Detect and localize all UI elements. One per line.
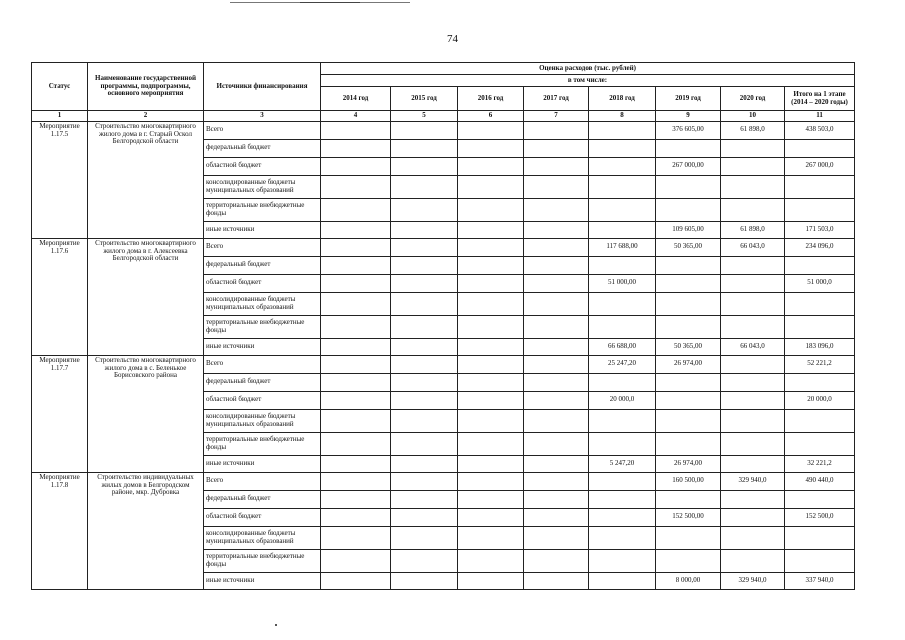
year-value-cell [589,198,656,221]
year-value-cell [589,409,656,432]
year-value-cell [589,373,656,391]
year-value-cell [391,175,458,198]
funding-source: консолидированные бюджеты муниципальных образований [204,175,321,198]
total-cell [785,175,855,198]
year-value-cell [524,355,589,373]
year-value-cell [321,198,391,221]
year-value-cell: 152 500,00 [656,508,721,526]
year-value-cell [391,221,458,238]
total-cell: 51 000,0 [785,274,855,292]
year-value-cell [321,526,391,549]
year-value-cell [524,432,589,455]
year-value-cell [656,490,721,508]
year-value-cell [458,198,524,221]
year-value-cell [458,572,524,589]
year-value-cell [391,373,458,391]
year-value-cell [721,175,785,198]
total-cell [785,139,855,157]
year-value-cell [321,121,391,139]
year-value-cell [656,315,721,338]
year-value-cell [524,549,589,572]
year-value-cell [656,409,721,432]
year-value-cell [391,409,458,432]
year-value-cell [524,292,589,315]
year-value-cell [391,391,458,409]
year-value-cell [458,508,524,526]
year-value-cell [321,292,391,315]
year-value-cell [524,157,589,175]
year-value-cell: 66 043,0 [721,238,785,256]
year-value-cell [589,175,656,198]
total-cell [785,373,855,391]
year-value-cell [458,409,524,432]
year-value-cell [524,256,589,274]
year-value-cell [524,490,589,508]
header-sources: Источники финансирования [204,63,321,111]
year-value-cell [656,175,721,198]
year-value-cell [656,549,721,572]
year-value-cell [321,508,391,526]
year-value-cell [391,526,458,549]
year-value-cell [524,572,589,589]
measure-status: Мероприятие 1.17.5 [32,121,88,238]
year-value-cell: 160 500,00 [656,472,721,490]
year-value-cell [524,198,589,221]
year-value-cell: 5 247,20 [589,455,656,472]
header-year: 2018 год [589,87,656,111]
year-value-cell [458,373,524,391]
total-cell [785,292,855,315]
year-value-cell: 26 974,00 [656,455,721,472]
year-value-cell [391,490,458,508]
funding-source: областной бюджет [204,391,321,409]
year-value-cell [391,508,458,526]
year-value-cell [721,526,785,549]
total-cell [785,432,855,455]
year-value-cell [589,221,656,238]
header-year: 2019 год [656,87,721,111]
year-value-cell: 50 365,00 [656,238,721,256]
year-value-cell: 61 898,0 [721,121,785,139]
year-value-cell [321,490,391,508]
year-value-cell [321,455,391,472]
year-value-cell [721,549,785,572]
total-cell: 438 503,0 [785,121,855,139]
year-value-cell: 329 940,0 [721,472,785,490]
year-value-cell [321,572,391,589]
year-value-cell [524,274,589,292]
year-value-cell [589,256,656,274]
year-value-cell [391,256,458,274]
funding-source: иные источники [204,338,321,355]
col-number: 5 [391,111,458,122]
header-total: Итого на 1 этапе (2014 – 2020 годы) [785,87,855,111]
year-value-cell [391,198,458,221]
year-value-cell: 25 247,20 [589,355,656,373]
year-value-cell [458,292,524,315]
year-value-cell [589,292,656,315]
year-value-cell: 66 688,00 [589,338,656,355]
total-cell: 171 503,0 [785,221,855,238]
year-value-cell [656,292,721,315]
year-value-cell [458,256,524,274]
funding-source: федеральный бюджет [204,373,321,391]
year-value-cell [391,338,458,355]
year-value-cell [656,198,721,221]
year-value-cell [321,373,391,391]
year-value-cell [391,472,458,490]
year-value-cell [656,373,721,391]
header-year: 2017 год [524,87,589,111]
year-value-cell [391,157,458,175]
funding-source: иные источники [204,572,321,589]
header-estimate: Оценка расходов (тыс. рублей) [321,63,855,75]
year-value-cell [721,455,785,472]
funding-source: Всего [204,472,321,490]
funding-source: областной бюджет [204,274,321,292]
year-value-cell [458,472,524,490]
year-value-cell [458,157,524,175]
year-value-cell [391,139,458,157]
year-value-cell: 66 043,0 [721,338,785,355]
total-cell: 234 096,0 [785,238,855,256]
year-value-cell [391,455,458,472]
col-number: 6 [458,111,524,122]
scan-edge-line-dark [300,2,360,3]
year-value-cell [391,315,458,338]
year-value-cell [391,238,458,256]
year-value-cell [321,338,391,355]
year-value-cell [321,238,391,256]
year-value-cell [391,292,458,315]
total-cell: 152 500,0 [785,508,855,526]
year-value-cell [656,526,721,549]
header-name: Наименование государственной программы, подпрограммы, основного мероприятия [88,63,204,111]
year-value-cell [589,526,656,549]
funding-source: территориальные внебюджетные фонды [204,432,321,455]
year-value-cell [321,315,391,338]
measure-name: Строительство многоквартирного жилого дома в г. Старый Оскол Белгородской области [88,121,204,238]
year-value-cell [321,409,391,432]
total-cell: 337 940,0 [785,572,855,589]
funding-source: консолидированные бюджеты муниципальных образований [204,409,321,432]
table-row [32,238,855,256]
year-value-cell [321,549,391,572]
year-value-cell [391,121,458,139]
year-value-cell [458,139,524,157]
year-value-cell [524,121,589,139]
header-year: 2020 год [721,87,785,111]
measure-status: Мероприятие 1.17.6 [32,238,88,355]
year-value-cell [656,274,721,292]
header-including: в том числе: [321,75,855,87]
year-value-cell [458,175,524,198]
header-year: 2015 год [391,87,458,111]
total-cell [785,409,855,432]
year-value-cell: 267 000,00 [656,157,721,175]
year-value-cell [524,238,589,256]
year-value-cell [524,338,589,355]
header-status: Статус [32,63,88,111]
year-value-cell [721,315,785,338]
year-value-cell [524,472,589,490]
year-value-cell [589,432,656,455]
year-value-cell [589,157,656,175]
year-value-cell [524,526,589,549]
year-value-cell [721,274,785,292]
funding-source: федеральный бюджет [204,139,321,157]
year-value-cell [721,292,785,315]
table-body [32,121,855,589]
year-value-cell: 51 000,00 [589,274,656,292]
year-value-cell [721,355,785,373]
year-value-cell [656,432,721,455]
measure-name: Строительство многоквартирного жилого дома в с. Беленькое Борисовского района [88,355,204,472]
year-value-cell [321,355,391,373]
year-value-cell [524,508,589,526]
year-value-cell [721,409,785,432]
year-value-cell [321,157,391,175]
total-cell [785,315,855,338]
year-value-cell [391,432,458,455]
year-value-cell [524,315,589,338]
measure-name: Строительство многоквартирного жилого дома в г. Алексеевка Белгородской области [88,238,204,355]
total-cell [785,526,855,549]
scan-speck [275,624,277,626]
funding-source: областной бюджет [204,157,321,175]
funding-source: консолидированные бюджеты муниципальных образований [204,292,321,315]
page-number: 74 [447,33,458,45]
col-number: 10 [721,111,785,122]
year-value-cell [524,391,589,409]
funding-source: иные источники [204,455,321,472]
year-value-cell [721,432,785,455]
year-value-cell [321,432,391,455]
header-year: 2014 год [321,87,391,111]
year-value-cell [524,175,589,198]
year-value-cell [458,355,524,373]
funding-source: консолидированные бюджеты муниципальных образований [204,526,321,549]
funding-source: областной бюджет [204,508,321,526]
year-value-cell: 117 688,00 [589,238,656,256]
year-value-cell [589,121,656,139]
year-value-cell [458,221,524,238]
funding-source: федеральный бюджет [204,256,321,274]
year-value-cell [589,472,656,490]
year-value-cell [589,315,656,338]
year-value-cell [458,315,524,338]
year-value-cell [721,490,785,508]
year-value-cell [721,373,785,391]
year-value-cell [656,391,721,409]
year-value-cell [721,256,785,274]
total-cell [785,256,855,274]
year-value-cell [458,549,524,572]
total-cell: 267 000,0 [785,157,855,175]
funding-source: территориальные внебюджетные фонды [204,198,321,221]
year-value-cell [321,175,391,198]
total-cell [785,490,855,508]
year-value-cell [321,256,391,274]
year-value-cell [721,198,785,221]
table-row [32,472,855,490]
year-value-cell [458,238,524,256]
year-value-cell [321,139,391,157]
year-value-cell [524,221,589,238]
year-value-cell: 109 605,00 [656,221,721,238]
year-value-cell [589,139,656,157]
year-value-cell [524,455,589,472]
year-value-cell [524,139,589,157]
funding-source: Всего [204,238,321,256]
col-number: 8 [589,111,656,122]
col-number: 4 [321,111,391,122]
year-value-cell: 20 000,0 [589,391,656,409]
year-value-cell [458,432,524,455]
col-number: 7 [524,111,589,122]
year-value-cell [524,373,589,391]
year-value-cell: 376 605,00 [656,121,721,139]
year-value-cell [391,572,458,589]
col-number: 2 [88,111,204,122]
year-value-cell [589,508,656,526]
measure-status: Мероприятие 1.17.7 [32,355,88,472]
year-value-cell [656,256,721,274]
year-value-cell [391,355,458,373]
year-value-cell: 26 974,00 [656,355,721,373]
year-value-cell [721,157,785,175]
col-number: 1 [32,111,88,122]
year-value-cell [458,391,524,409]
total-cell: 183 096,0 [785,338,855,355]
header-year: 2016 год [458,87,524,111]
year-value-cell [458,274,524,292]
budget-table [31,62,855,590]
total-cell: 32 221,2 [785,455,855,472]
funding-source: Всего [204,355,321,373]
year-value-cell [524,409,589,432]
year-value-cell [391,274,458,292]
year-value-cell [391,549,458,572]
year-value-cell [321,391,391,409]
funding-source: иные источники [204,221,321,238]
table-row [32,355,855,373]
total-cell: 52 221,2 [785,355,855,373]
year-value-cell [589,549,656,572]
year-value-cell: 50 365,00 [656,338,721,355]
measure-name: Строительство индивидуальных жилых домов в Белгородском районе, мкр. Дубровка [88,472,204,589]
year-value-cell [656,139,721,157]
year-value-cell [589,572,656,589]
year-value-cell [458,490,524,508]
table-row [32,121,855,139]
funding-source: территориальные внебюджетные фонды [204,315,321,338]
funding-source: территориальные внебюджетные фонды [204,549,321,572]
total-cell [785,549,855,572]
funding-source: федеральный бюджет [204,490,321,508]
year-value-cell [721,508,785,526]
year-value-cell: 8 000,00 [656,572,721,589]
year-value-cell [721,391,785,409]
year-value-cell [321,221,391,238]
year-value-cell [721,139,785,157]
funding-source: Всего [204,121,321,139]
total-cell: 20 000,0 [785,391,855,409]
year-value-cell [321,472,391,490]
year-value-cell [458,338,524,355]
col-number: 11 [785,111,855,122]
measure-status: Мероприятие 1.17.8 [32,472,88,589]
year-value-cell [321,274,391,292]
col-number: 3 [204,111,321,122]
year-value-cell: 61 898,0 [721,221,785,238]
col-number: 9 [656,111,721,122]
year-value-cell [458,121,524,139]
year-value-cell [458,455,524,472]
year-value-cell [458,526,524,549]
year-value-cell [589,490,656,508]
total-cell [785,198,855,221]
year-value-cell: 329 940,0 [721,572,785,589]
total-cell: 490 440,0 [785,472,855,490]
